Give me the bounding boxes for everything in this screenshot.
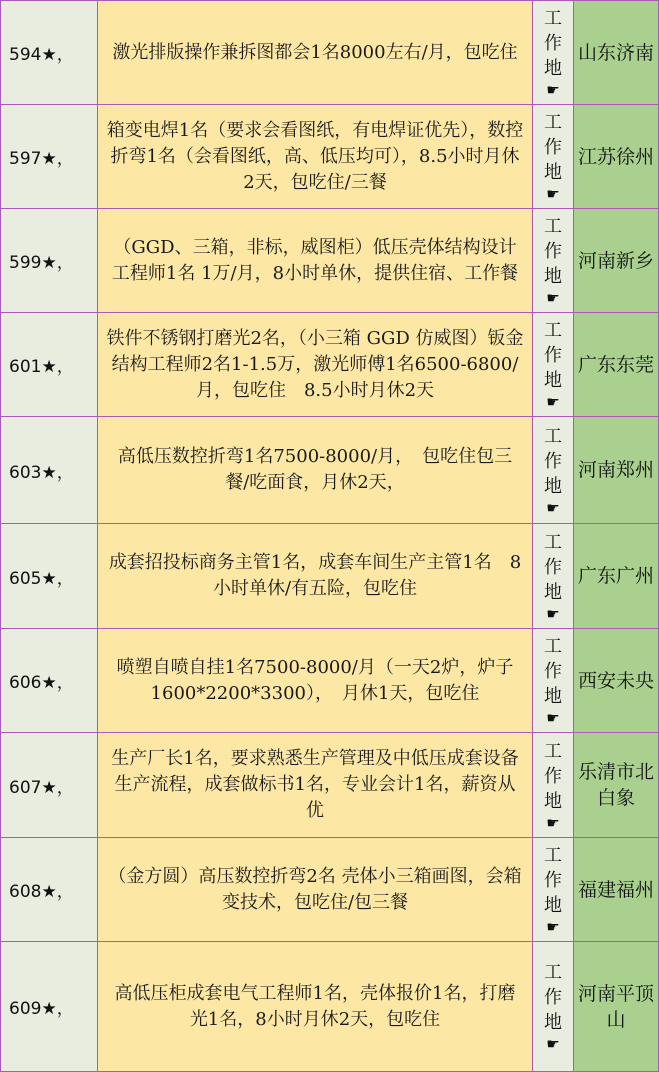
tag-char: 作	[544, 765, 562, 787]
table-row	[1, 417, 659, 524]
work-location-tag	[533, 733, 574, 838]
pointing-hand-icon: ☛	[546, 289, 560, 307]
tag-char: 工	[544, 8, 562, 29]
job-description: 铁件不锈钢打磨光2名，（小三箱 GGD 仿威图）钣金结构工程师2名1-1.5万，激光师傅1名6500-6800/月，包吃住 8.5小时月休2天	[98, 313, 533, 417]
work-location: 乐清市北白象	[574, 733, 659, 838]
pointing-hand-icon: ☛	[546, 604, 560, 623]
tag-char: 作	[544, 870, 562, 891]
table-row	[1, 838, 659, 942]
tag-char: 工	[544, 740, 562, 762]
job-description: （金方圆）高压数控折弯2名 壳体小三箱画图，会箱变技术，包吃住/包三餐	[98, 838, 533, 942]
job-description: （GGD、三箱，非标，威图柜）低压壳体结构设计工程师1名 1万/月，8小时单休，提供住宿、工作餐	[98, 209, 533, 313]
job-description: 箱变电焊1名（要求会看图纸，有电焊证优先），数控折弯1名（会看图纸，高、低压均可），8.5小时月休2天，包吃住/三餐	[98, 105, 533, 209]
tag-char: 工	[544, 636, 562, 657]
tag-char: 地	[544, 895, 562, 916]
tag-char: 作	[544, 137, 562, 158]
tag-char: 作	[544, 987, 562, 1008]
work-location-tag	[533, 838, 574, 942]
tag-char: 作	[544, 661, 562, 682]
work-location-tag	[533, 105, 574, 209]
work-location: 广东东莞	[574, 313, 659, 417]
table-row	[1, 1, 659, 105]
tag-char: 地	[544, 475, 562, 497]
table-row	[1, 105, 659, 209]
tag-char: 地	[544, 58, 562, 79]
pointing-hand-icon: ☛	[546, 185, 560, 203]
listing-id: 597★，	[1, 105, 98, 209]
tag-char: 地	[544, 266, 562, 287]
work-location-tag	[533, 209, 574, 313]
pointing-hand-icon: ☛	[546, 498, 560, 517]
tag-char: 地	[544, 790, 562, 812]
listing-id: 606★，	[1, 629, 98, 733]
work-location: 江苏徐州	[574, 105, 659, 209]
tag-char: 工	[544, 845, 562, 866]
work-location: 西安未央	[574, 629, 659, 733]
table-row	[1, 209, 659, 313]
work-location: 福建福州	[574, 838, 659, 942]
pointing-hand-icon: ☛	[546, 393, 560, 411]
tag-char: 地	[544, 581, 562, 603]
work-location: 河南郑州	[574, 417, 659, 524]
table-row	[1, 942, 659, 1072]
listing-id: 607★，	[1, 733, 98, 838]
tag-char: 作	[544, 241, 562, 262]
work-location: 河南新乡	[574, 209, 659, 313]
pointing-hand-icon: ☛	[546, 81, 560, 99]
job-description: 激光排版操作兼拆图都会1名8000左右/月，包吃住	[98, 1, 533, 105]
tag-char: 工	[544, 216, 562, 237]
tag-char: 作	[544, 345, 562, 366]
work-location-tag	[533, 417, 574, 524]
work-location-tag	[533, 313, 574, 417]
tag-char: 作	[544, 450, 562, 472]
tag-char: 作	[544, 556, 562, 578]
work-location: 广东广州	[574, 524, 659, 629]
work-location: 河南平顶山	[574, 942, 659, 1072]
tag-char: 工	[544, 531, 562, 553]
work-location-tag	[533, 524, 574, 629]
job-description: 高低压柜成套电气工程师1名，壳体报价1名，打磨光1名，8小时月休2天，包吃住	[98, 942, 533, 1072]
tag-char: 地	[544, 162, 562, 183]
listing-id: 594★，	[1, 1, 98, 105]
work-location-tag	[533, 942, 574, 1072]
listing-id: 609★，	[1, 942, 98, 1072]
work-location-tag	[533, 629, 574, 733]
work-location-tag	[533, 1, 574, 105]
job-description: 成套招投标商务主管1名，成套车间生产主管1名 8小时单休/有五险，包吃住	[98, 524, 533, 629]
tag-char: 作	[544, 33, 562, 54]
tag-char: 工	[544, 112, 562, 133]
listing-id: 599★，	[1, 209, 98, 313]
listing-id: 608★，	[1, 838, 98, 942]
tag-char: 工	[544, 320, 562, 341]
tag-char: 地	[544, 370, 562, 391]
tag-char: 工	[544, 962, 562, 983]
pointing-hand-icon: ☛	[546, 918, 560, 936]
pointing-hand-icon: ☛	[546, 813, 560, 832]
listing-id: 603★，	[1, 417, 98, 524]
pointing-hand-icon: ☛	[546, 1035, 560, 1053]
job-description: 生产厂长1名，要求熟悉生产管理及中低压成套设备生产流程，成套做标书1名，专业会计1名，薪资从优	[98, 733, 533, 838]
pointing-hand-icon: ☛	[546, 709, 560, 727]
listing-id: 601★，	[1, 313, 98, 417]
listing-id: 605★，	[1, 524, 98, 629]
table-row	[1, 313, 659, 417]
table-row	[1, 733, 659, 838]
table-row	[1, 524, 659, 629]
work-location: 山东济南	[574, 1, 659, 105]
job-description: 喷塑自喷自挂1名7500-8000/月（一天2炉，炉子1600*2200*3300）， 月休1天，包吃住	[98, 629, 533, 733]
tag-char: 地	[544, 1012, 562, 1033]
tag-char: 地	[544, 686, 562, 707]
tag-char: 工	[544, 425, 562, 447]
table-row	[1, 629, 659, 733]
job-description: 高低压数控折弯1名7500-8000/月， 包吃住包三餐/吃面食，月休2天，	[98, 417, 533, 524]
